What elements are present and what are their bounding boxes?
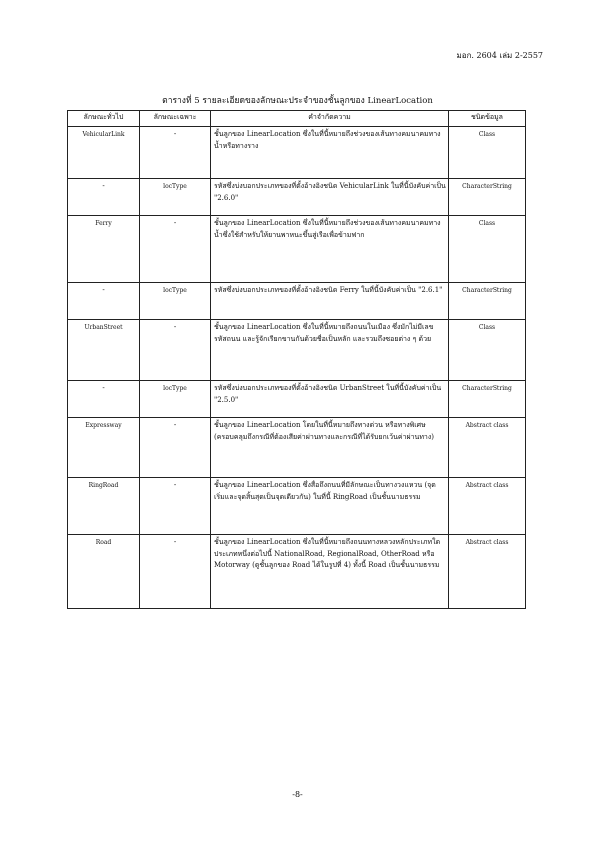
cell-data-type: Class [449, 320, 526, 381]
cell-specific: - [140, 127, 211, 179]
cell-general: UrbanStreet [68, 320, 140, 381]
cell-data-type: Abstract class [449, 535, 526, 609]
cell-specific: locType [140, 283, 211, 320]
table-row [68, 320, 526, 381]
header-general: ลักษณะทั่วไป [68, 111, 140, 127]
table-row [68, 535, 526, 609]
page-number: -8- [292, 790, 303, 799]
cell-specific: - [140, 320, 211, 381]
table-row [68, 418, 526, 478]
cell-definition: ชั้นลูกของ LinearLocation ซึ่งในที่นี้หมายถึงถนนทางหลวงหลักประเภทใดประเภทหนึ่งต่อไปนี้ NationalRoad, RegionalRoad, OtherRoad หรือ Motorway (ดูชั้นลูกของ Road ได้ในรูปที่ 4) ทั้งนี้ Road เป็นชั้นนามธรรม [211, 535, 449, 609]
cell-general: Road [68, 535, 140, 609]
cell-data-type: CharacterString [449, 179, 526, 216]
cell-general: RingRoad [68, 478, 140, 535]
cell-general: - [68, 381, 140, 418]
cell-definition: ชั้นลูกของ LinearLocation ซึ่งสื่อถึงถนนที่มีลักษณะเป็นทางวงแหวน (จุดเริ่มและจุดสิ้นสุดเป็นจุดเดียวกัน) ในที่นี้ RingRoad เป็นชั้นนามธรรม [211, 478, 449, 535]
cell-specific: - [140, 418, 211, 478]
cell-general: - [68, 283, 140, 320]
header-data-type: ชนิดข้อมูล [449, 111, 526, 127]
cell-definition: รหัสซึ่งบ่งบอกประเภทของที่ตั้งอ้างอิงชนิด UrbanStreet ในที่นี้บังคับค่าเป็น "2.5.0" [211, 381, 449, 418]
table-row [68, 216, 526, 283]
table-row [68, 283, 526, 320]
table-row [68, 478, 526, 535]
table-row [68, 381, 526, 418]
cell-general: Ferry [68, 216, 140, 283]
cell-definition: ชั้นลูกของ LinearLocation ซึ่งในที่นี้หมายถึงช่วงของเส้นทางคมนาคมทางน้ำซึ่งใช้สำหรับให้ยานพาหนะขึ้นสู่เรือเพื่อข้ามฟาก [211, 216, 449, 283]
cell-specific: locType [140, 179, 211, 216]
cell-general: VehicularLink [68, 127, 140, 179]
cell-definition: รหัสซึ่งบ่งบอกประเภทของที่ตั้งอ้างอิงชนิด Ferry ในที่นี้บังคับค่าเป็น "2.6.1" [211, 283, 449, 320]
table-row [68, 127, 526, 179]
table-caption: ตารางที่ 5 รายละเอียดของลักษณะประจำของชั้นลูกของ LinearLocation [162, 96, 433, 106]
cell-specific: - [140, 535, 211, 609]
cell-data-type: Abstract class [449, 418, 526, 478]
table-header-row [68, 111, 526, 127]
attributes-table [67, 110, 526, 609]
cell-general: Expressway [68, 418, 140, 478]
header-specific: ลักษณะเฉพาะ [140, 111, 211, 127]
cell-definition: ชั้นลูกของ LinearLocation ซึ่งในที่นี้หมายถึงถนนในเมือง ซึ่งมักไม่มีเลขรหัสถนน และรู้จักเรียกขานกันด้วยชื่อเป็นหลัก และรวมถึงซอยต่าง ๆ ด้วย [211, 320, 449, 381]
cell-data-type: CharacterString [449, 283, 526, 320]
table-row [68, 179, 526, 216]
cell-specific: - [140, 216, 211, 283]
cell-data-type: Abstract class [449, 478, 526, 535]
header-definition: คำจำกัดความ [211, 111, 449, 127]
standard-reference: มอก. 2604 เล่ม 2-2557 [456, 51, 543, 60]
cell-specific: locType [140, 381, 211, 418]
cell-specific: - [140, 478, 211, 535]
cell-definition: ชั้นลูกของ LinearLocation ซึ่งในที่นี้หมายถึงช่วงของเส้นทางคมนาคมทางน้ำหรือทางราง [211, 127, 449, 179]
cell-general: - [68, 179, 140, 216]
cell-data-type: Class [449, 216, 526, 283]
cell-data-type: CharacterString [449, 381, 526, 418]
cell-data-type: Class [449, 127, 526, 179]
cell-definition: ชั้นลูกของ LinearLocation โดยในที่นี้หมายถึงทางด่วน หรือทางพิเศษ (ครอบคลุมถึงกรณีที่ต้องเสียค่าผ่านทางและกรณีที่ได้รับยกเว้นค่าผ่านทาง) [211, 418, 449, 478]
cell-definition: รหัสซึ่งบ่งบอกประเภทของที่ตั้งอ้างอิงชนิด VehicularLink ในที่นี้บังคับค่าเป็น "2.6.0" [211, 179, 449, 216]
